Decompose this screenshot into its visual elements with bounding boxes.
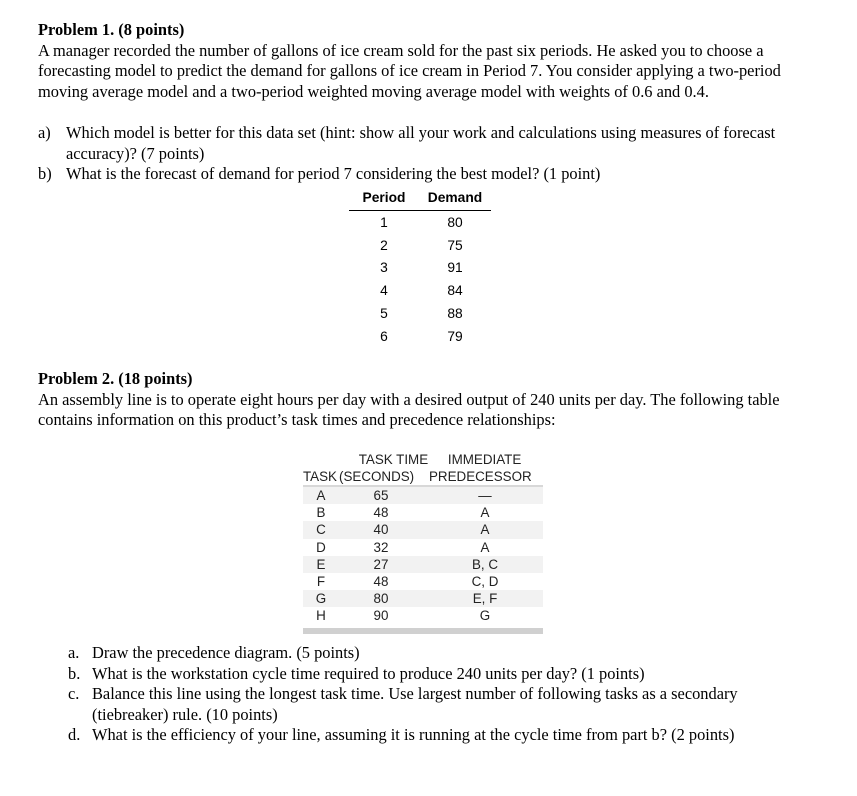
table-cell: 5 [380, 306, 388, 322]
table-row [349, 302, 491, 325]
problem-2-questions [68, 643, 813, 746]
question-item [68, 643, 813, 664]
question-text: Which model is better for this data set (hint: show all your work and calculations using measures of forecast accuracy)? (7 points) [66, 123, 776, 163]
table-row [303, 607, 543, 624]
question-text: What is the workstation cycle time required to produce 240 units per day? (1 points) [92, 663, 645, 683]
table-cell: 88 [447, 306, 463, 322]
table-header-bottom [303, 468, 543, 487]
question-item [68, 664, 813, 685]
table-cell: A [480, 505, 490, 521]
table-cell: 48 [373, 505, 389, 521]
column-header: Period [349, 187, 419, 211]
table-cell: 32 [373, 539, 389, 555]
table-cell: B, C [471, 556, 499, 572]
demand-table [349, 187, 491, 348]
table-cell: 80 [447, 214, 463, 230]
task-table-body [303, 487, 543, 625]
table-row [349, 257, 491, 280]
table-cell: 75 [447, 237, 463, 253]
table-row [349, 234, 491, 257]
column-header: TASK [303, 469, 337, 484]
table-row [303, 487, 543, 504]
problem-1-body: A manager recorded the number of gallons of ice cream sold for the past six periods. He asked you to choose a forecasting model to predict the demand for gallons of ice cream in Period 7. You consider applying a two-period moving average model and a two-period weighted moving average model with weights of 0.6 and 0.4. [38, 40, 781, 101]
question-text: What is the forecast of demand for period 7 considering the best model? (1 point) [66, 164, 601, 183]
table-row [349, 279, 491, 302]
question-text: Balance this line using the longest task time. Use largest number of following tasks as a secondary (tiebreaker) rule. (10 points) [92, 684, 738, 724]
table-header-top [303, 451, 543, 468]
table-cell: 79 [447, 328, 463, 344]
question-label: b) [38, 164, 52, 183]
table-row [349, 325, 491, 348]
table-row [303, 590, 543, 607]
column-header: PREDECESSOR [429, 469, 532, 484]
table-cell: 65 [373, 488, 389, 503]
question-label: a. [68, 643, 80, 662]
problem-1-questions [38, 123, 813, 185]
table-cell: H [316, 608, 326, 624]
table-cell: E [316, 556, 326, 572]
table-cell: 90 [373, 608, 389, 624]
table-cell: A [316, 488, 326, 503]
question-label: b. [68, 663, 81, 683]
problem-2-title: Problem 2. (18 points) [38, 369, 193, 388]
table-cell: F [316, 573, 326, 589]
table-cell: A [480, 539, 490, 555]
table-cell: A [480, 522, 490, 538]
table-cell: 48 [373, 573, 389, 589]
table-row [303, 556, 543, 573]
table-cell: B [316, 505, 326, 521]
column-header: Demand [419, 187, 491, 211]
column-header: (SECONDS) [339, 469, 415, 484]
table-cell: C, D [471, 573, 499, 589]
question-label: d. [68, 725, 81, 744]
table-cell: 4 [380, 283, 388, 299]
table-cell: 6 [380, 328, 388, 344]
table-cell: — [478, 488, 492, 503]
table-row [303, 539, 543, 556]
table-cell: 3 [380, 260, 388, 276]
table-cell: G [479, 608, 491, 624]
column-header: IMMEDIATE [447, 452, 522, 467]
question-label: a) [38, 123, 51, 142]
table-cell: 27 [373, 556, 389, 572]
question-item [68, 684, 813, 725]
problem-2-block [38, 369, 813, 431]
table-cell: G [315, 591, 327, 607]
problem-1-block [38, 20, 813, 102]
table-row [303, 521, 543, 538]
question-text: Draw the precedence diagram. (5 points) [92, 643, 360, 662]
table-row [303, 573, 543, 590]
table-cell: 1 [380, 214, 388, 230]
question-item [68, 725, 813, 746]
problem-1-title: Problem 1. (8 points) [38, 20, 185, 39]
table-row [303, 504, 543, 521]
task-table [303, 451, 543, 634]
table-cell: 80 [373, 591, 389, 607]
table-row [349, 211, 491, 234]
table-cell: 2 [380, 237, 388, 253]
question-text: What is the efficiency of your line, assuming it is running at the cycle time from part b? (2 points) [92, 725, 735, 744]
table-cell: E, F [472, 591, 498, 607]
table-cell: 84 [447, 283, 463, 299]
column-header: TASK TIME [358, 452, 429, 467]
table-cell: 91 [447, 260, 463, 276]
question-label: c. [68, 684, 80, 703]
question-item [38, 123, 813, 164]
table-cell: D [316, 539, 326, 555]
problem-2-body: An assembly line is to operate eight hours per day with a desired output of 240 units per day. The following table contains information on this product’s task times and precedence relationships: [38, 389, 780, 429]
question-item [38, 164, 813, 185]
table-cell: C [316, 522, 326, 538]
table-bottom-rule [303, 628, 543, 634]
table-cell: 40 [373, 522, 389, 538]
